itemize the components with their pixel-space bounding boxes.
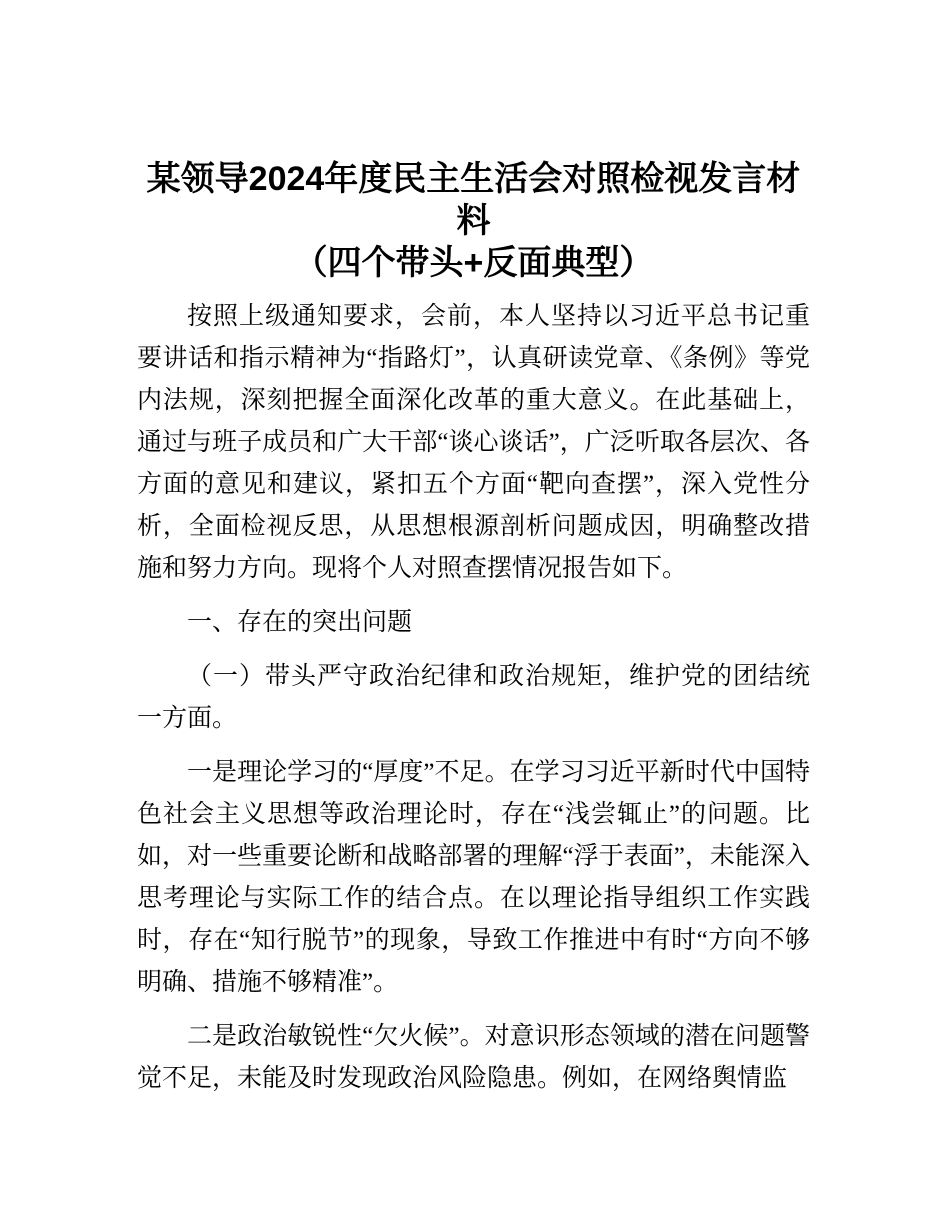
section-subheading-1: （一）带头严守政治纪律和政治规矩，维护党的团结统一方面。 xyxy=(137,663,810,732)
section-heading-1: 一、存在的突出问题 xyxy=(187,609,413,636)
document-title-line-2: （四个带头+反面典型） xyxy=(293,244,654,282)
paragraph-point-1: 一是理论学习的“厚度”不足。在学习习近平新时代中国特色社会主义思想等政治理论时，存在“浅尝辄止”的问题。比如，对一些重要论断和战略部署的理解“浮于表面”，未能深入思考理论与实际工作的结合点。在以理论指导组织工作实践时，存在“知行脱节”的现象，导致工作推进中有时“方向不够明确、措施不够精准”。 xyxy=(137,759,810,996)
paragraph-intro: 按照上级通知要求，会前，本人坚持以习近平总书记重要讲话和指示精神为“指路灯”，认真研读党章、《条例》等党内法规，深刻把握全面深化改革的重大意义。在此基础上，通过与班子成员和广大干部“谈心谈话”，广泛听取各层次、各方面的意见和建议，紧扣五个方面“靶向查摆”，深入党性分析，全面检视反思，从思想根源剖析问题成因，明确整改措施和努力方向。现将个人对照查摆情况报告如下。 xyxy=(137,303,810,582)
document-title-line-1: 某领导2024年度民主生活会对照检视发言材料 xyxy=(146,160,801,240)
paragraph-point-2: 二是政治敏锐性“欠火候”。对意识形态领域的潜在问题警觉不足，未能及时发现政治风险隐患。例如，在网络舆情监 xyxy=(137,1023,810,1092)
document-title xyxy=(137,158,810,284)
